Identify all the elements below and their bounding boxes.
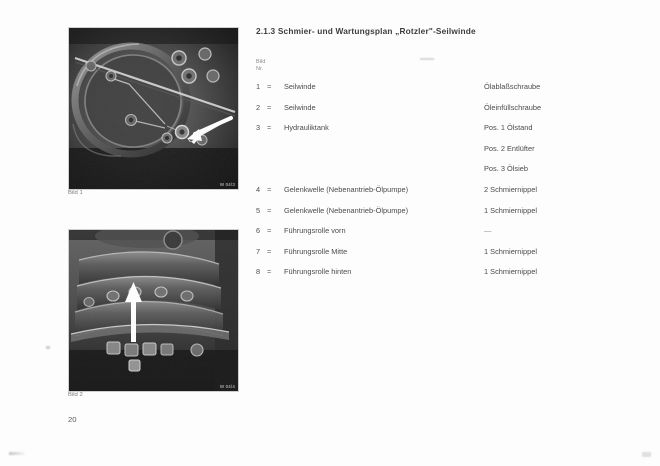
legend-column-label (256, 59, 265, 74)
winch-housing-illustration (69, 28, 238, 189)
legend-row-description: Gelenkwelle (Nebenantrieb-Ölpumpe) (284, 184, 409, 194)
legend-row-number: 7 (256, 246, 261, 256)
legend-row (256, 267, 648, 288)
legend-row-number: 3 (256, 123, 261, 133)
legend-row-description: Führungsrolle vorn (284, 226, 346, 236)
legend-row (256, 103, 648, 124)
legend-row-description: Führungsrolle Mitte (284, 246, 348, 256)
legend-row-value: 2 Schmiernippel (484, 184, 537, 194)
legend-row-value: Öleinfüllschraube (484, 102, 542, 112)
scan-artifact (642, 452, 651, 457)
legend-row (256, 247, 648, 268)
legend-row-description: Führungsrolle hinten (284, 267, 352, 277)
legend-row-number: 4 (256, 184, 261, 194)
section-heading: 2.1.3 Schmier- und Wartungsplan „Rotzler"-Seilwinde (256, 26, 476, 36)
legend-row-value: Ölablaßschraube (484, 82, 541, 91)
figure-1-photo-content (69, 28, 238, 189)
page-number: 20 (68, 415, 77, 424)
figure-1-image (68, 27, 239, 190)
figure-2-caption: Bild 2 (68, 392, 83, 398)
lubrication-legend-list (256, 82, 648, 288)
legend-row-subvalue: Pos. 3 Ölsieb (484, 164, 528, 174)
legend-row-number: 5 (256, 205, 261, 215)
legend-row-description: Hydrauliktank (284, 123, 329, 133)
legend-row (256, 123, 648, 185)
legend-row-number: 1 (256, 82, 261, 91)
legend-row-description: Seilwinde (284, 102, 316, 112)
legend-row-description: Seilwinde (284, 82, 316, 91)
legend-row-equals: = (267, 226, 272, 236)
legend-row (256, 226, 648, 247)
figure-2-photo-content (69, 230, 238, 391)
legend-row-number: 6 (256, 226, 261, 236)
figure-1-caption: Bild 1 (68, 190, 83, 196)
figure-2-stamp: W 04/4 (219, 384, 235, 389)
legend-row-number: 2 (256, 102, 261, 112)
legend-row-equals: = (267, 267, 272, 277)
legend-row-number: 8 (256, 267, 261, 277)
figure-1-stamp: W 04/3 (219, 182, 235, 187)
winch-drum-illustration (69, 230, 238, 391)
legend-row (256, 206, 648, 227)
legend-row-equals: = (267, 184, 272, 194)
legend-row-equals: = (267, 205, 272, 215)
legend-row (256, 185, 648, 206)
legend-row-equals: = (267, 123, 272, 133)
legend-row-subvalue: Pos. 2 Entlüfter (484, 143, 535, 153)
legend-column-label-line1: Bild (256, 59, 266, 65)
scan-artifact (46, 346, 50, 349)
legend-column-label-line2: Nr. (256, 66, 264, 73)
figure-2-image (68, 229, 239, 392)
legend-row-description: Gelenkwelle (Nebenantrieb-Ölpumpe) (284, 205, 409, 215)
scan-artifact (420, 58, 434, 60)
legend-row-equals: = (267, 102, 272, 112)
legend-row-equals: = (267, 82, 272, 91)
legend-row (256, 82, 648, 103)
legend-row-value: 1 Schmiernippel (484, 246, 537, 256)
legend-row-value: 1 Schmiernippel (484, 205, 537, 215)
legend-row-value: — (484, 226, 492, 236)
legend-row-value: 1 Schmiernippel (484, 267, 537, 277)
scan-artifact (9, 452, 25, 455)
legend-row-equals: = (267, 246, 272, 256)
legend-row-value: Pos. 1 Ölstand (484, 123, 533, 133)
